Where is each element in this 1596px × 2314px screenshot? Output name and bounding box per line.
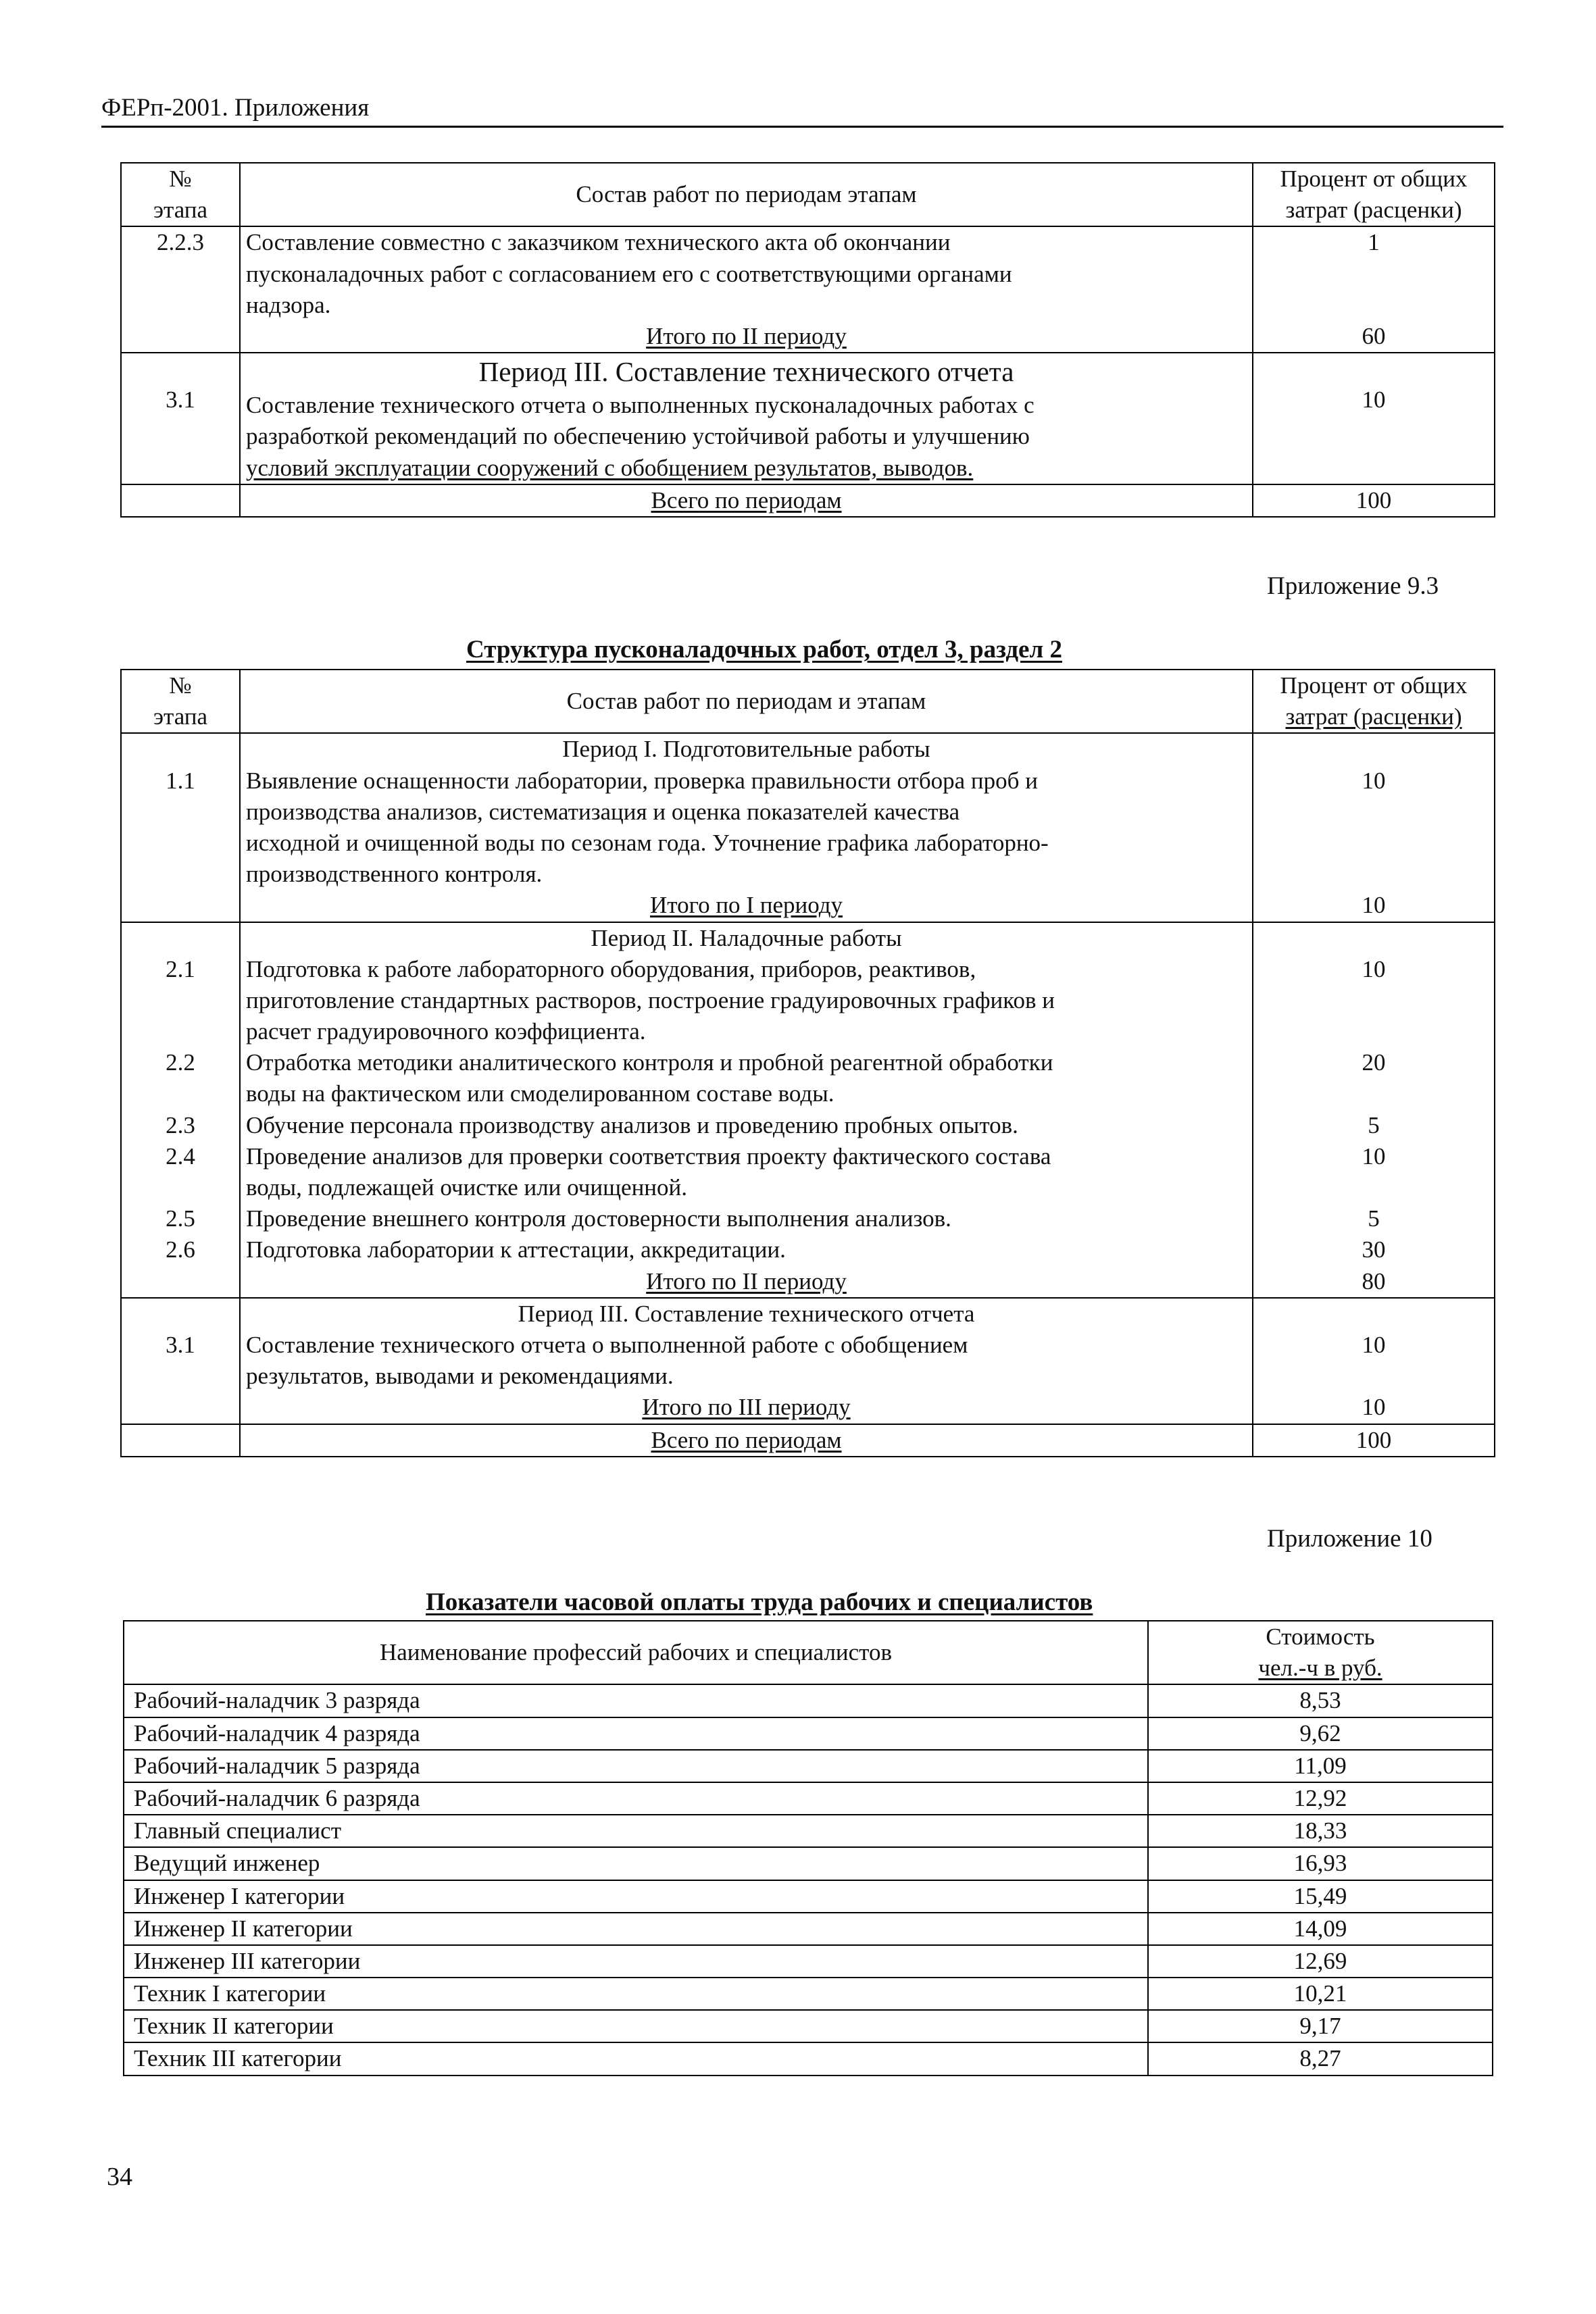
header-pct: Процент от общих затрат (расценки): [1253, 670, 1495, 733]
period-total-pct: 10: [1362, 892, 1386, 919]
table-row: [124, 1847, 1493, 1880]
stage-work: Составление совместно с заказчиком технического акта об окончании пусконаладочных работ с согласованием его с соответствующими органами надзора. Итого по II периоду: [240, 226, 1253, 353]
period-title: Период III. Составление технического отчета: [478, 356, 1014, 388]
period-title: Период II. Наладочные работы: [591, 924, 902, 951]
header-num: № этапа: [121, 670, 240, 733]
period-total-label: Итого по I периоду: [649, 892, 843, 919]
grand-total-label: Всего по периодам: [240, 1424, 1253, 1457]
period-title: Период I. Подготовительные работы: [562, 736, 930, 763]
stage-pct: 10 10: [1253, 1298, 1495, 1424]
profession-name: Техник III категории: [124, 2042, 1148, 2075]
table-row: [124, 1815, 1493, 1847]
table-row: [121, 226, 1495, 353]
profession-name: Инженер III категории: [124, 1945, 1148, 1978]
table-row: [124, 2010, 1493, 2042]
table-row: [124, 1684, 1493, 1717]
table-hourly-rates: [123, 1620, 1493, 2076]
grand-total-row: [121, 1424, 1495, 1457]
table-row: [121, 733, 1495, 922]
stage-num: 3.1: [121, 1298, 240, 1424]
appendix-label: Приложение 9.3: [1267, 572, 1439, 600]
table-row: [121, 922, 1495, 1298]
hourly-cost: 9,62: [1148, 1717, 1493, 1750]
period-total-pct: 80: [1362, 1267, 1386, 1294]
profession-name: Рабочий-наладчик 3 разряда: [124, 1684, 1148, 1717]
header-pct: Процент от общих затрат (расценки): [1253, 163, 1495, 226]
hourly-cost: 8,53: [1148, 1684, 1493, 1717]
header-profession: Наименование профессий рабочих и специалистов: [124, 1621, 1148, 1684]
stage-work: Период III. Составление технического отчета Составление технического отчета о выполненных пусконаладочных работах с разработкой рекомендаций по обеспечению устойчивой работы и улучшению условий эксплуатации сооружений с обобщением результатов, выводов.: [240, 353, 1253, 484]
stage-pct: 10 20 5 10 5 30 80: [1253, 922, 1495, 1298]
hourly-cost: 11,09: [1148, 1750, 1493, 1782]
table-row: [121, 1298, 1495, 1424]
stage-work: Период II. Наладочные работы Подготовка к работе лабораторного оборудования, приборов, реактивов, приготовление стандартных растворов, построение градуировочных графиков и расчет градуировочного коэффициента. Отработка методики аналитического контроля и пробной реагентной обработки воды на фактическом или смоделированном составе воды. Обучение персонала производству анализов и проведению пробных опытов. Проведение анализов для проверки соответствия проекту фактического состава воды, подлежащей очистке или очищенной. Проведение внешнего контроля достоверности выполнения анализов. Подготовка лаборатории к аттестации, аккредитации. Итого по II периоду: [240, 922, 1253, 1298]
table-header-row: [121, 670, 1495, 733]
profession-name: Ведущий инженер: [124, 1847, 1148, 1880]
table-caption: Показатели часовой оплаты труда рабочих и специалистов: [426, 1588, 1093, 1616]
period-total-label: Итого по II периоду: [646, 322, 847, 349]
hourly-cost: 10,21: [1148, 1978, 1493, 2010]
profession-name: Рабочий-наладчик 4 разряда: [124, 1717, 1148, 1750]
table-row: [124, 1978, 1493, 2010]
period-total-pct: 10: [1362, 1394, 1386, 1421]
table-header-row: [121, 163, 1495, 226]
stage-num: 2.2.3: [121, 226, 240, 353]
header-work: Состав работ по периодам и этапам: [240, 670, 1253, 733]
hourly-cost: 18,33: [1148, 1815, 1493, 1847]
appendix-label: Приложение 10: [1267, 1525, 1432, 1553]
profession-name: Техник II категории: [124, 2010, 1148, 2042]
header-num: № этапа: [121, 163, 240, 226]
stage-work: Период I. Подготовительные работы Выявление оснащенности лаборатории, проверка правильности отбора проб и производства анализов, систематизация и оценка показателей качества исходной и очищенной воды по сезонам года. Уточнение графика лабораторно- производственного контроля. Итого по I периоду: [240, 733, 1253, 922]
profession-name: Рабочий-наладчик 5 разряда: [124, 1750, 1148, 1782]
table-header-row: [124, 1621, 1493, 1684]
profession-name: Рабочий-наладчик 6 разряда: [124, 1782, 1148, 1815]
stage-pct: 1 60: [1253, 226, 1495, 353]
table-row: [124, 1717, 1493, 1750]
period-total-pct: 60: [1362, 322, 1386, 349]
hourly-cost: 16,93: [1148, 1847, 1493, 1880]
header-cost: Стоимость чел.-ч в руб.: [1148, 1621, 1493, 1684]
grand-total-row: [121, 484, 1495, 517]
hourly-cost: 8,27: [1148, 2042, 1493, 2075]
profession-name: Главный специалист: [124, 1815, 1148, 1847]
grand-total-pct: 100: [1253, 1424, 1495, 1457]
table-row: [124, 1782, 1493, 1815]
table-row: [124, 1913, 1493, 1945]
grand-total-label: Всего по периодам: [240, 484, 1253, 517]
table-row: [121, 353, 1495, 484]
header-work: Состав работ по периодам этапам: [240, 163, 1253, 226]
stage-pct: 10 10: [1253, 733, 1495, 922]
period-title: Период III. Составление технического отчета: [518, 1300, 975, 1327]
profession-name: Инженер II категории: [124, 1913, 1148, 1945]
profession-name: Инженер I категории: [124, 1880, 1148, 1913]
profession-name: Техник I категории: [124, 1978, 1148, 2010]
table-row: [124, 1945, 1493, 1978]
hourly-cost: 15,49: [1148, 1880, 1493, 1913]
hourly-cost: 12,69: [1148, 1945, 1493, 1978]
table-commissioning-structure: [120, 669, 1495, 1457]
hourly-cost: 9,17: [1148, 2010, 1493, 2042]
period-total-label: Итого по III периоду: [642, 1394, 851, 1421]
period-total-label: Итого по II периоду: [646, 1267, 847, 1294]
stage-num: 2.1 2.2 2.3 2.4 2.5 2.6: [121, 922, 240, 1298]
hourly-cost: 12,92: [1148, 1782, 1493, 1815]
stage-work: Период III. Составление технического отчета Составление технического отчета о выполненной работе с обобщением результатов, выводами и рекомендациями. Итого по III периоду: [240, 1298, 1253, 1424]
stage-num: 3.1: [121, 353, 240, 484]
hourly-cost: 14,09: [1148, 1913, 1493, 1945]
stage-pct: 10: [1253, 353, 1495, 484]
table-row: [124, 1750, 1493, 1782]
table-stages-continued: [120, 162, 1495, 518]
table-row: [124, 2042, 1493, 2075]
table-caption: Структура пусконаладочных работ, отдел 3, раздел 2: [466, 636, 1062, 663]
page-number: 34: [107, 2163, 132, 2191]
page-header: ФЕРп-2001. Приложения: [101, 93, 1503, 128]
stage-num: 1.1: [121, 733, 240, 922]
table-row: [124, 1880, 1493, 1913]
grand-total-pct: 100: [1253, 484, 1495, 517]
